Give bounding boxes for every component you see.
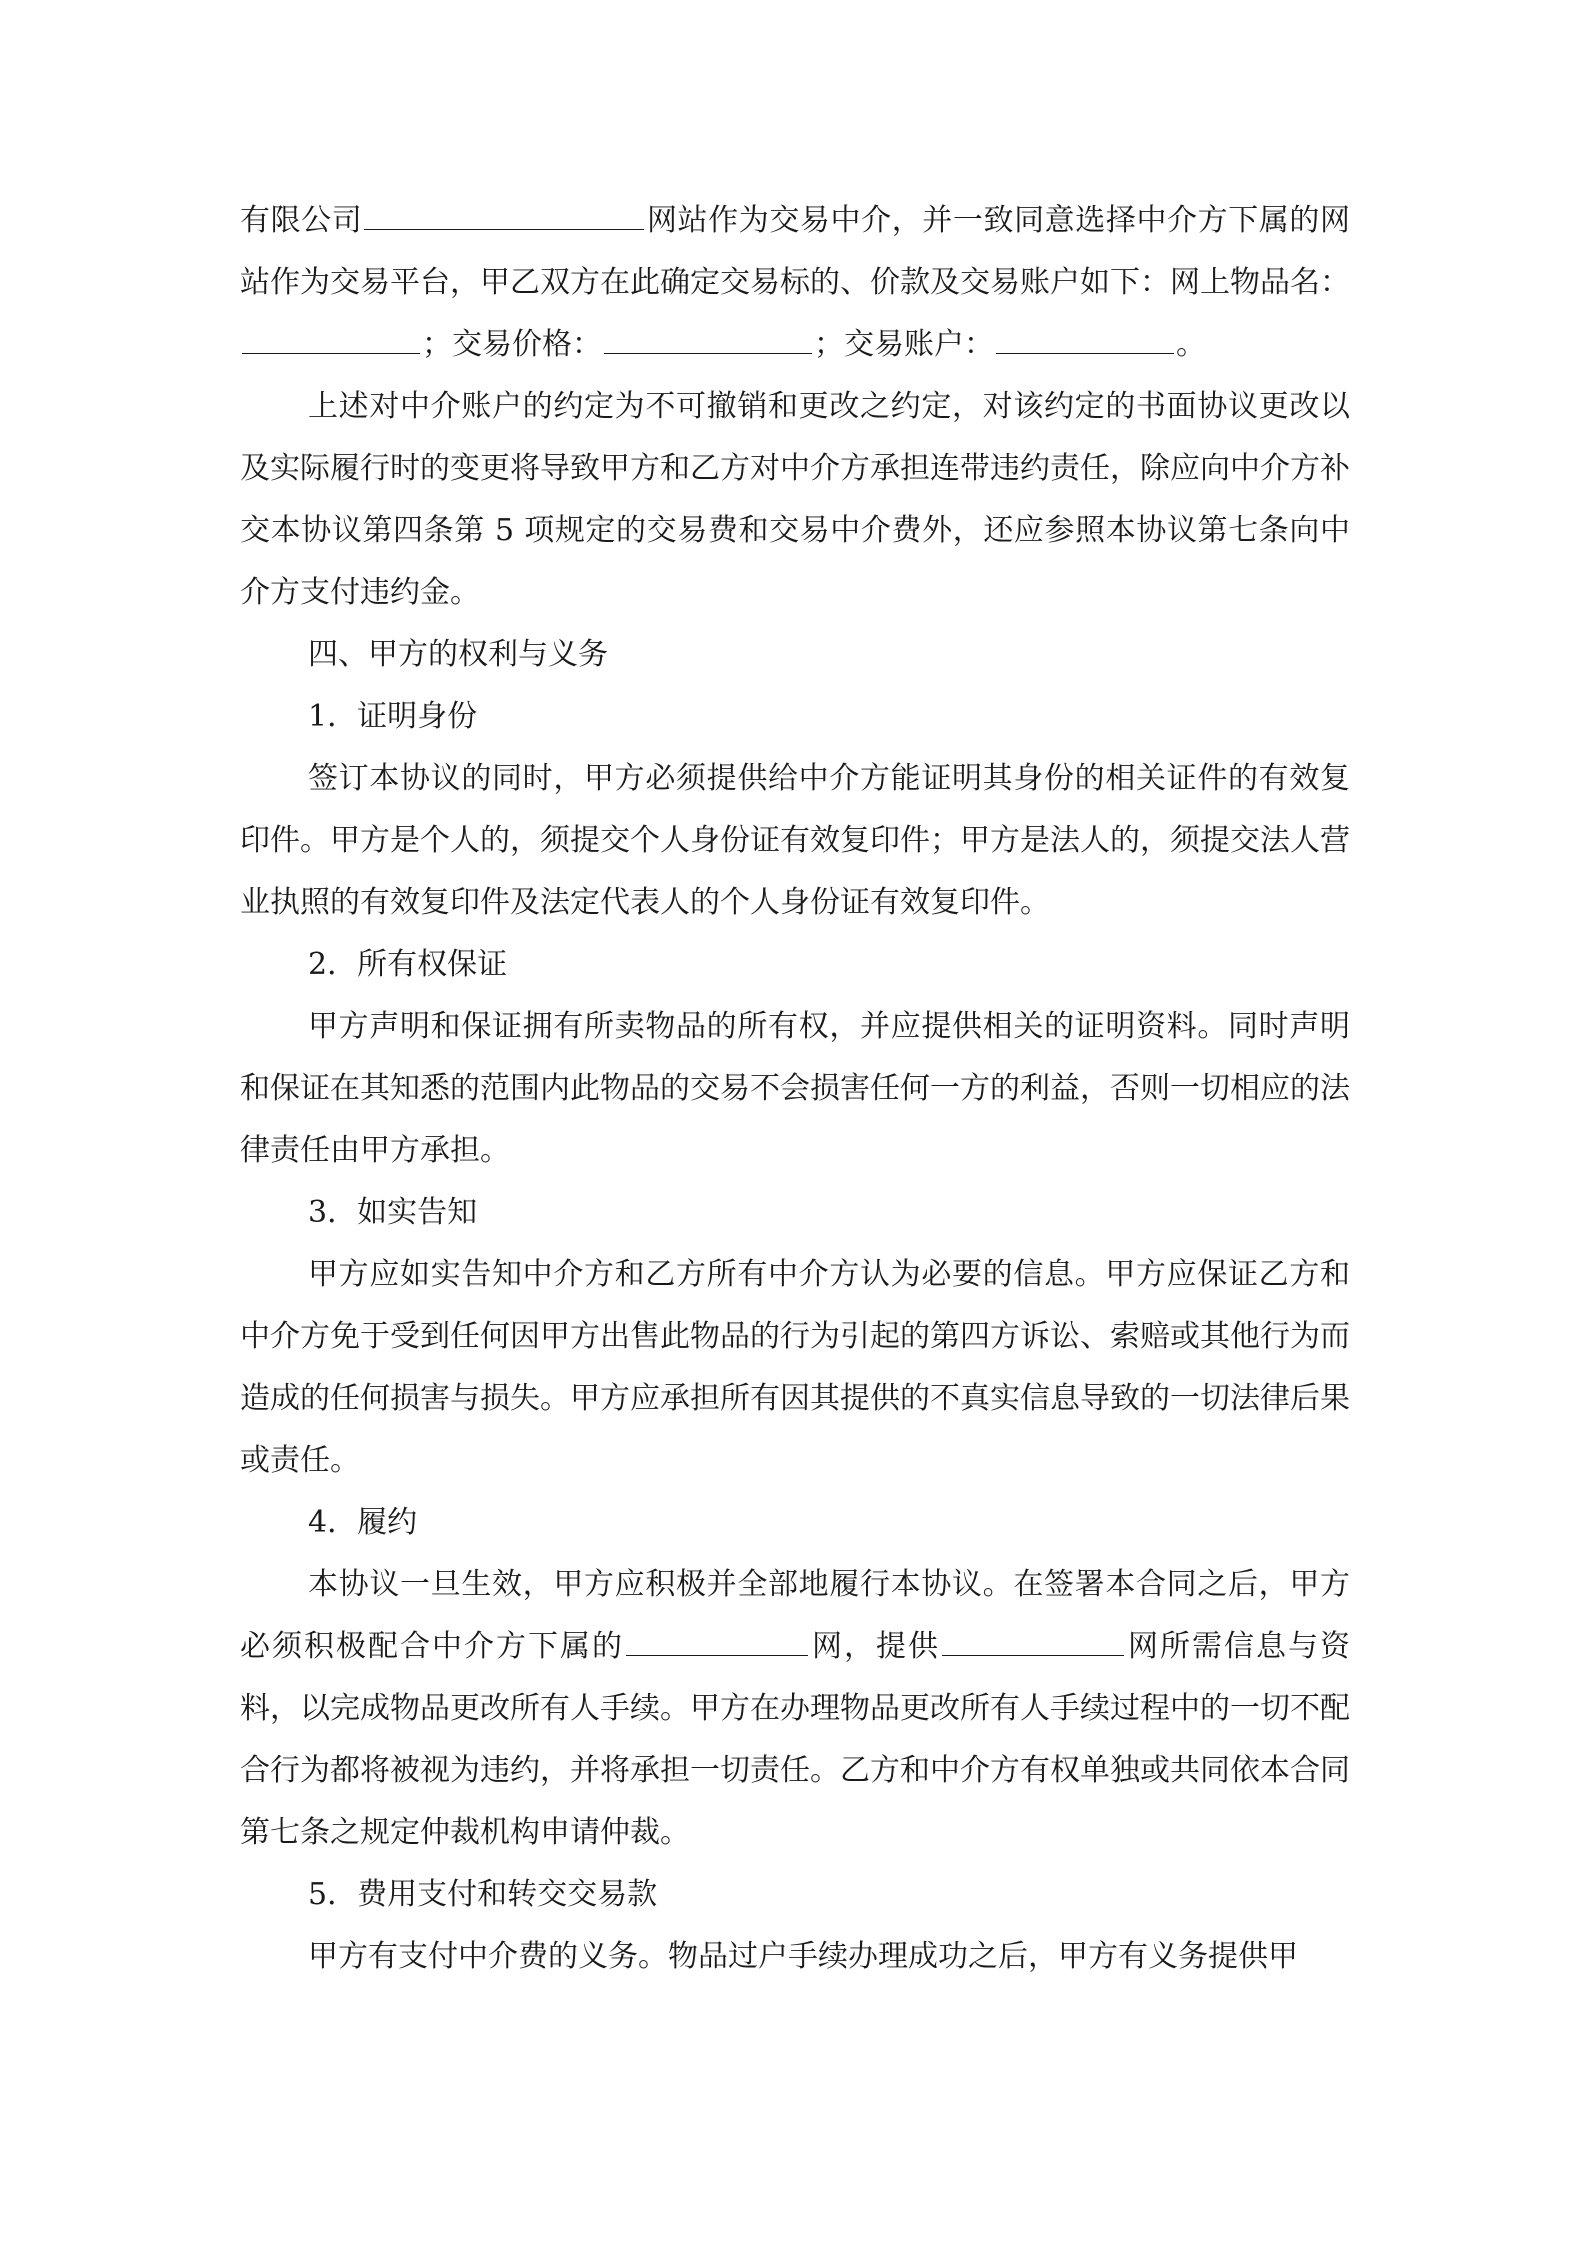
paragraph-disclosure: 甲方应如实告知中介方和乙方所有中介方认为必要的信息。甲方应保证乙方和中介方免于受到任何因甲方出售此物品的行为引起的第四方诉讼、索赔或其他行为而造成的任何损害与损失。甲方应承担所有因其提供的不真实信息导致的一切法律后果或责任。 [240,1257,1350,1478]
paragraph-performance [240,1554,1350,1864]
text-period: 。 [1176,327,1206,362]
blank-website-1[interactable] [626,1621,808,1656]
section-heading-party-a: 四、甲方的权利与义务 [308,637,608,672]
subsection-title-performance: 4．履约 [308,1505,418,1540]
blank-company-field[interactable] [364,195,644,230]
blank-account[interactable] [996,319,1174,354]
blank-item-name[interactable] [242,319,420,354]
paragraph-account-agreement: 上述对中介账户的约定为不可撤销和更改之约定，对该约定的书面协议更改以及实际履行时的变更将导致甲方和乙方对中介方承担连带违约责任，除应向中介方补交本协议第四条第 5 项规定的交易费和交易中介费外，还应参照本协议第七条向中介方支付违约金。 [240,389,1350,610]
subsection-title-disclosure: 3．如实告知 [308,1195,478,1230]
paragraph-transaction-details [240,190,1350,376]
subsection-title-ownership: 2．所有权保证 [308,947,508,982]
subsection-title-payment: 5．费用支付和转交交易款 [308,1877,658,1912]
text-performance-a: 本协议一旦生效，甲方应积极并全部地履行本协议。在签署本合同之后，甲方必须积极配合中介方下属的 [240,1567,1350,1664]
paragraph-payment: 甲方有支付中介费的义务。物品过户手续办理成功之后，甲方有义务提供甲 [308,1939,1298,1974]
subsection-title-identity: 1．证明身份 [308,699,478,734]
text-performance-c: 网所需信息与资料，以完成物品更改所有人手续。甲方在办理物品更改所有人手续过程中的一切不配合行为都将被视为违约，并将承担一切责任。乙方和中介方有权单独或共同依本合同第七条之规定仲裁机构申请仲裁。 [240,1629,1350,1850]
text-platform: 网站作为交易中介，并一致同意选择中介方下属的网站作为交易平台，甲乙双方在此确定交易标的、价款及交易账户如下：网上物品名： [240,203,1351,300]
paragraph-identity: 签订本协议的同时，甲方必须提供给中介方能证明其身份的相关证件的有效复印件。甲方是个人的，须提交个人身份证有效复印件；甲方是法人的，须提交法人营业执照的有效复印件及法定代表人的个人身份证有效复印件。 [240,761,1350,920]
text-price-label: ；交易价格： [422,327,602,362]
blank-website-2[interactable] [942,1621,1124,1656]
text-account-label: ；交易账户： [814,327,994,362]
paragraph-ownership: 甲方声明和保证拥有所卖物品的所有权，并应提供相关的证明资料。同时声明和保证在其知悉的范围内此物品的交易不会损害任何一方的利益，否则一切相应的法律责任由甲方承担。 [240,1009,1350,1168]
blank-price[interactable] [604,319,812,354]
text-performance-b: 网，提供 [810,1629,940,1664]
document-body [240,190,1350,1988]
text-company: 有限公司 [240,203,363,238]
